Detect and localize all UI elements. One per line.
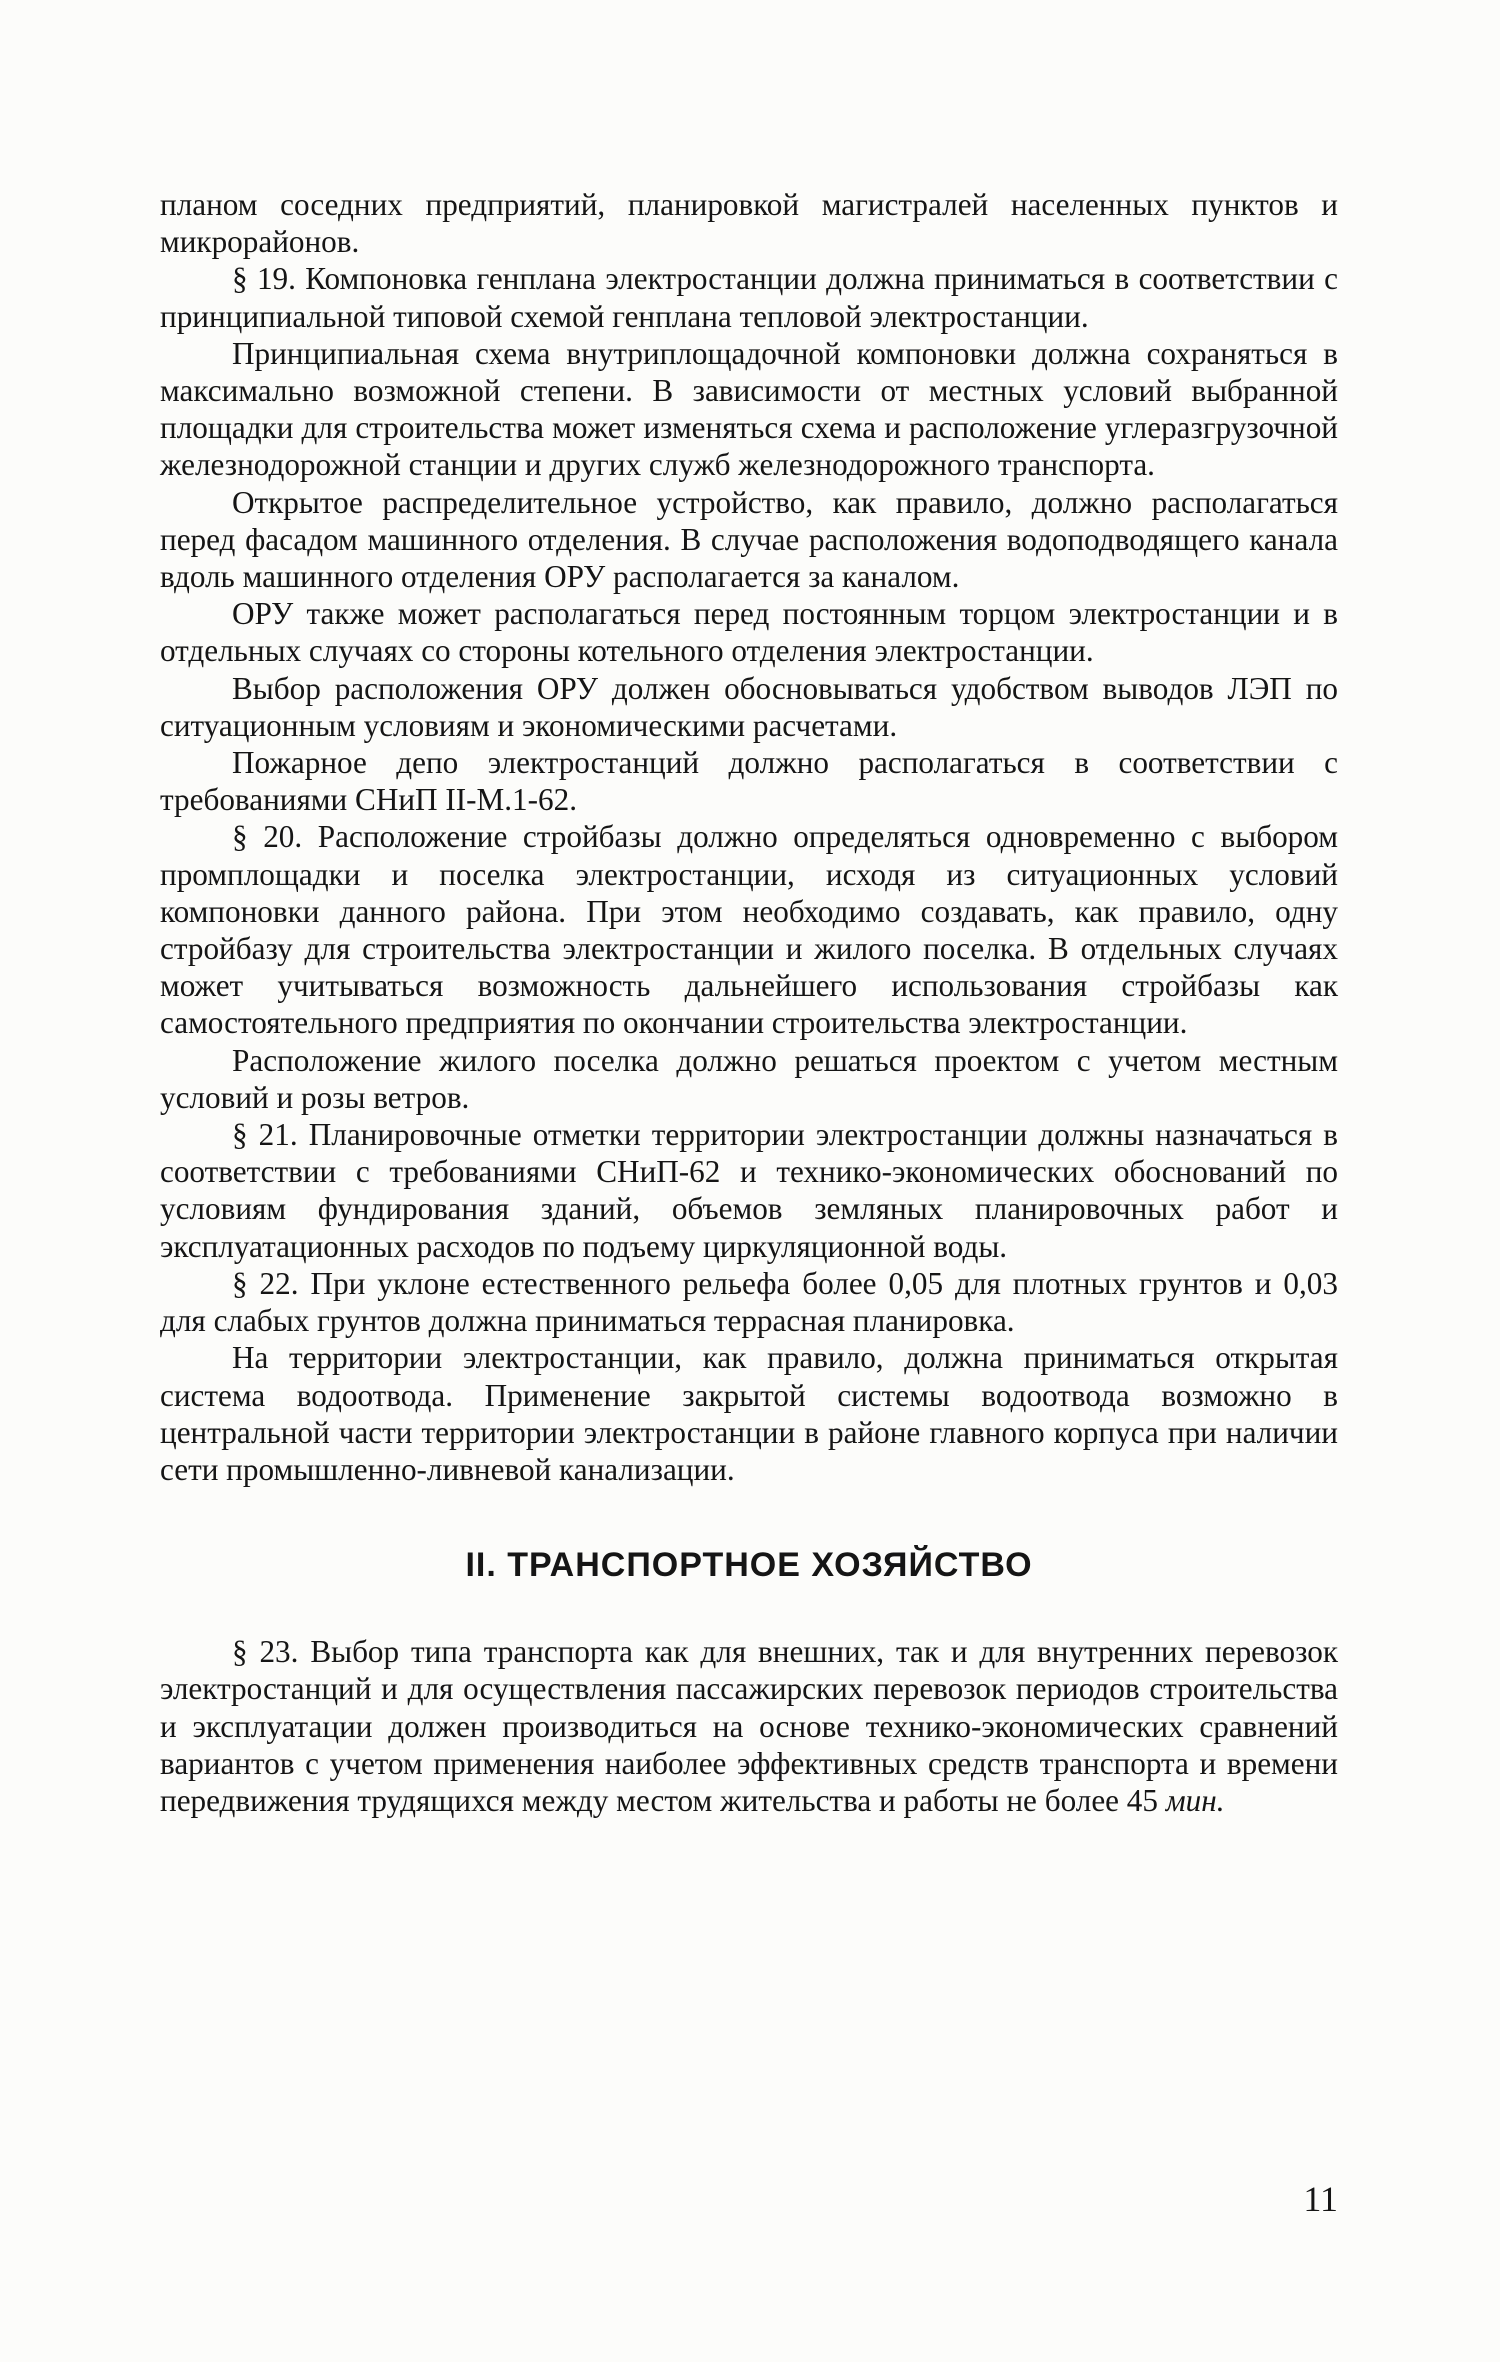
unit-text: мин. — [1165, 1782, 1225, 1818]
section-text — [160, 186, 1338, 1488]
paragraph: Принципиальная схема внутриплощадочной компоновки должна сохраняться в максимально возможной степени. В зависимости от местных условий выбранной площадки для строительства может изменяться схема и расположение углеразгрузочной железнодорожной станции и других служб железнодорожного транспорта. — [160, 335, 1338, 483]
paragraph: § 19. Компоновка генплана электростанции должна приниматься в соответствии с принципиальной типовой схемой генплана тепловой электростанции. — [160, 261, 1338, 334]
paragraph: планом соседних предприятий, планировкой магистралей населенных пунктов и микрорайонов. — [160, 187, 1338, 260]
page-body — [160, 186, 1338, 1819]
paragraph-23-text: § 23. Выбор типа транспорта как для внешних, так и для внутренних перевозок электростанций и для осуществления пассажирских перевозок периодов строительства и эксплуатации должен производиться на основе технико-экономических сравнений вариантов с учетом применения наиболее эффективных средств транспорта и времени передвижения трудящихся между местом жительства и работы не более 45 — [160, 1634, 1338, 1818]
section-heading: II. ТРАНСПОРТНОЕ ХОЗЯЙСТВО — [465, 1546, 1033, 1585]
paragraph-23 — [160, 1633, 1338, 1819]
page-number: 11 — [1303, 2179, 1338, 2219]
paragraph: ОРУ также может располагаться перед постоянным торцом электростанции и в отдельных случаях со стороны котельного отделения электростанции. — [160, 596, 1338, 669]
paragraph: На территории электростанции, как правило, должна приниматься открытая система водоотвода. Применение закрытой системы водоотвода возможно в центральной части территории электростанции в районе главного корпуса при наличии сети промышленно-ливневой канализации. — [160, 1340, 1338, 1487]
paragraph: Открытое распределительное устройство, как правило, должно располагаться перед фасадом машинного отделения. В случае расположения водоподводящего канала вдоль машинного отделения ОРУ располагается за каналом. — [160, 484, 1338, 595]
paragraph: Выбор расположения ОРУ должен обосновываться удобством выводов ЛЭП по ситуационным условиям и экономическими расчетами. — [160, 670, 1338, 743]
paragraph: § 21. Планировочные отметки территории электростанции должны назначаться в соответствии с требованиями СНиП-62 и технико-экономических обоснований по условиям фундирования зданий, объемов земляных планировочных работ и эксплуатационных расходов по подъему циркуляционной воды. — [160, 1117, 1338, 1264]
paragraph: Расположение жилого поселка должно решаться проектом с учетом местным условий и розы ветров. — [160, 1042, 1338, 1115]
paragraph: Пожарное депо электростанций должно располагаться в соответствии с требованиями СНиП II-М.1-62. — [160, 745, 1338, 818]
paragraph: § 22. При уклоне естественного рельефа более 0,05 для плотных грунтов и 0,03 для слабых грунтов должна приниматься террасная планировка. — [160, 1265, 1338, 1339]
paragraph: § 20. Расположение стройбазы должно определяться одновременно с выбором промплощадки и поселка электростанции, исходя из ситуационных условий компоновки данного района. При этом необходимо создавать, как правило, одну стройбазу для строительства электростанции и жилого поселка. В отдельных случаях может учитываться возможность дальнейшего использования стройбазы как самостоятельного предприятия по окончании строительства электростанции. — [160, 819, 1338, 1041]
